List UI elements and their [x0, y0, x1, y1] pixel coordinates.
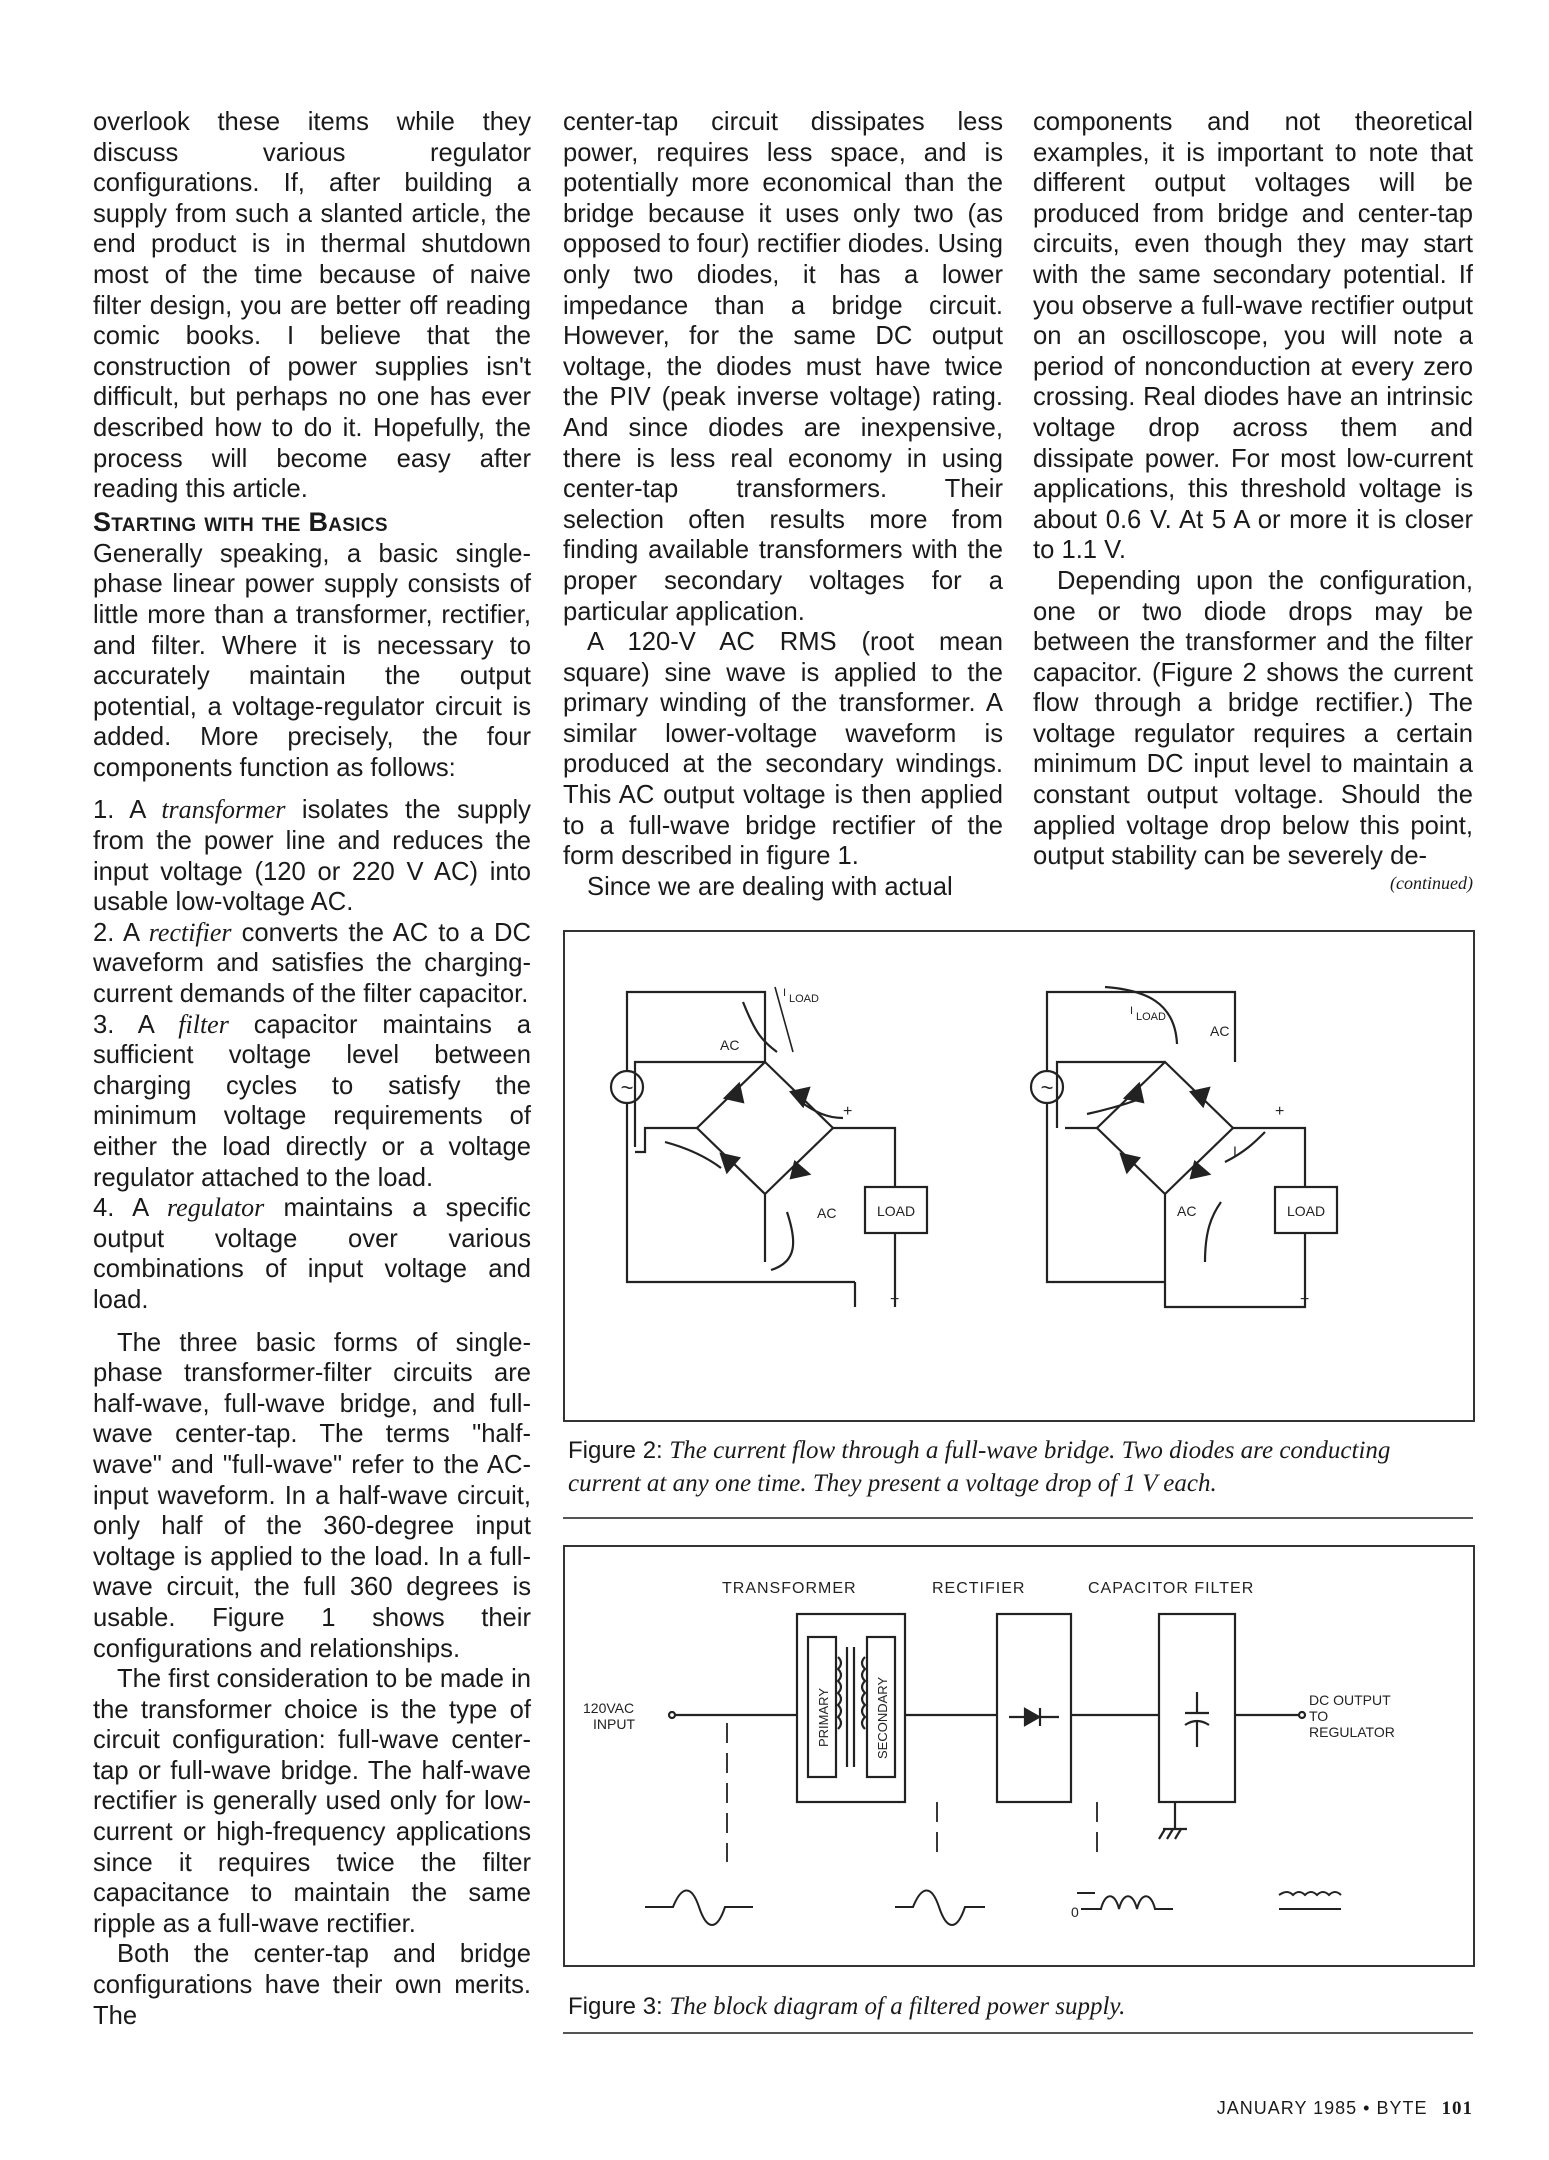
- input-terminal: [669, 1712, 675, 1718]
- rectifier-label: RECTIFIER: [932, 1580, 1026, 1597]
- bridge-circuit-right: [1031, 987, 1337, 1308]
- wire: [1233, 1128, 1305, 1187]
- input-label: 120VAC: [583, 1700, 635, 1716]
- wire: [1047, 992, 1235, 1071]
- current-arrow: [743, 1002, 777, 1052]
- issue-label: JANUARY 1985 • BYTE: [1216, 2098, 1428, 2118]
- wire: [1047, 1103, 1165, 1282]
- figure-3-diagram: [565, 1547, 1473, 1965]
- caption-label: Figure 3:: [568, 1993, 663, 2020]
- divider: [563, 1517, 1473, 1519]
- waveform-rectified: [1071, 1893, 1173, 1920]
- diode: [725, 1084, 743, 1102]
- output-label: TO: [1309, 1708, 1329, 1724]
- diode: [791, 1162, 809, 1178]
- bridge-circuit-left: [611, 987, 927, 1308]
- wire: [833, 1128, 895, 1187]
- plus-label: +: [1275, 1103, 1285, 1120]
- paragraph: Generally speaking, a basic single-phase linear power supply consists of little more than a transformer, rectifier, and filter. Where it is necessary to accurately maintain the output potential, a voltage-regulator circuit is added. More precisely, the four components function as follows:: [93, 539, 531, 782]
- paragraph: A 120-V AC RMS (root mean square) sine wave is applied to the primary winding of the transformer. A similar lower-voltage waveform is produced at the secondary windings. This AC output voltage is then applied to a full-wave bridge rectifier of the form described in figure 1.: [563, 628, 1003, 871]
- output-terminal: [1299, 1712, 1305, 1718]
- paragraph: The three basic forms of single-phase transformer-filter circuits are half-wave, full-wave bridge, and full-wave center-tap. The terms "half-wave" and "full-wave" refer to the AC-input waveform. In a half-wave circuit, only half of the 360-degree input voltage is applied to the load. In a full-wave circuit, the full 360 degrees is usable. Figure 1 shows their configurations and relationships.: [93, 1328, 531, 1663]
- diode: [1125, 1084, 1143, 1102]
- wire: [635, 1062, 765, 1147]
- page-number: 101: [1441, 2098, 1473, 2119]
- minus-label: −: [890, 1291, 900, 1308]
- current-arrow: [1205, 1202, 1221, 1262]
- current-label: I: [1233, 1143, 1237, 1159]
- transformer-block: [797, 1614, 905, 1802]
- continued-note: (continued): [1390, 872, 1473, 893]
- paragraph: Since we are dealing with actual: [587, 872, 953, 901]
- wire: [627, 1103, 855, 1282]
- current-arrow: [771, 1212, 793, 1270]
- page-footer: [1100, 2098, 1473, 2120]
- paragraph: overlook these items while they discuss various regulator configurations. If, after building a supply from such a slanted article, the end product is in thermal shutdown most of the time because of naive filter design, you are better off reading comic books. I believe that the construction of power supplies isn't difficult, but perhaps no one has ever described how to do it. Hopefully, the process will become easy after reading this article.: [93, 108, 531, 504]
- paragraph: Depending upon the configuration, one or two diode drops may be between the transformer and the filter capacitor. (Figure 2 shows the current flow through a bridge rectifier.) The voltage regulator requires a certain minimum DC input level to maintain a constant output voltage. Should the applied voltage drop below this point, output stability can be severely de-: [1033, 566, 1473, 871]
- current-symbol: I: [783, 987, 787, 999]
- current-arrow: [665, 1142, 721, 1168]
- transformer-label: TRANSFORMER: [722, 1580, 857, 1597]
- output-label: REGULATOR: [1309, 1724, 1395, 1740]
- diode: [1121, 1154, 1139, 1172]
- figure-2: [563, 930, 1475, 1422]
- list-item: 2. A rectifier converts the AC to a DC waveform and satisfies the charging-current demands of the filter capacitor.: [93, 917, 531, 1009]
- figure-3-caption: [568, 1990, 1468, 2023]
- rectifier-block: [997, 1614, 1071, 1802]
- output-label: DC OUTPUT: [1309, 1692, 1391, 1708]
- current-label: LOAD: [789, 993, 819, 1005]
- figure-3: [563, 1545, 1475, 1967]
- column-1: [93, 107, 531, 2031]
- list-item: 1. A transformer isolates the supply from the power line and reduces the input voltage (120 or 220 V AC) into usable low-voltage AC.: [93, 795, 531, 917]
- zero-label: 0: [1071, 1904, 1079, 1920]
- caption-text: The current flow through a full-wave bridge. Two diodes are conducting current at any one time. They present a voltage drop of 1 V each.: [568, 1437, 1391, 1497]
- caption-label: Figure 2:: [568, 1437, 663, 1464]
- caption-text: The block diagram of a filtered power supply.: [669, 1993, 1126, 2020]
- paragraph: center-tap circuit dissipates less power, requires less space, and is potentially more economical than the bridge because it uses only two (as opposed to four) rectifier diodes. Using only two diodes, it has a lower impedance than a bridge circuit. However, for the same DC output voltage, the diodes must have twice the PIV (peak inverse voltage) rating. And since diodes are inexpensive, there is less real economy in using center-tap transformers. Their selection often results more from finding available transformers with the proper secondary voltages for a particular application.: [563, 108, 1003, 626]
- input-label: INPUT: [593, 1716, 635, 1732]
- wire: [1057, 1062, 1165, 1128]
- load-label: LOAD: [1286, 1203, 1326, 1219]
- current-symbol: I: [1130, 1005, 1134, 1017]
- current-arrow: [1225, 1132, 1265, 1162]
- waveform-filtered: [1279, 1892, 1341, 1909]
- wire: [1165, 1233, 1305, 1307]
- section-heading: Starting with the Basics: [93, 506, 388, 537]
- list-item: 3. A filter capacitor maintains a sufficient voltage level between charging cycles to satisfy the minimum voltage requirements of either the load directly or a voltage regulator attached to the load.: [93, 1009, 531, 1192]
- capacitor-filter-label: CAPACITOR FILTER: [1088, 1580, 1255, 1597]
- ac-label: AC: [720, 1037, 740, 1053]
- bridge-diamond: [1097, 1062, 1233, 1194]
- waveform-secondary: [895, 1890, 985, 1925]
- minus-label: −: [1300, 1291, 1310, 1308]
- column-2: [563, 107, 1003, 902]
- waveform-input: [645, 1890, 753, 1925]
- plus-label: +: [843, 1103, 853, 1120]
- diode: [1191, 1162, 1209, 1178]
- paragraph: Both the center-tap and bridge configurations have their own merits. The: [93, 1940, 531, 2030]
- list-item: 4. A regulator maintains a specific output voltage over various combinations of input voltage and load.: [93, 1193, 531, 1314]
- rectifier-box: [997, 1614, 1071, 1802]
- ac-label: AC: [817, 1205, 837, 1221]
- ac-label: AC: [1210, 1023, 1230, 1039]
- current-arrow: [1087, 1100, 1137, 1114]
- figure-2-caption: [568, 1434, 1468, 1500]
- secondary-label: SECONDARY: [875, 1676, 890, 1759]
- diode-symbol: [1025, 1709, 1039, 1725]
- ac-source-symbol: ~: [1040, 1075, 1054, 1100]
- figure-2-diagram: [565, 932, 1473, 1420]
- ac-label: AC: [1177, 1203, 1197, 1219]
- column-3: [1033, 107, 1473, 894]
- capacitor-block: [1159, 1614, 1235, 1802]
- load-label: LOAD: [876, 1203, 916, 1219]
- ac-source-symbol: ~: [620, 1075, 634, 1100]
- bridge-diamond: [697, 1062, 833, 1194]
- current-label: LOAD: [1136, 1011, 1166, 1023]
- diode: [721, 1154, 739, 1172]
- paragraph: components and not theoretical examples, it is important to note that different output voltages will be produced from bridge and center-tap circuits, even though they may start with the same secondary potential. If you observe a full-wave rectifier output on an oscilloscope, you will note a period of nonconduction at every zero crossing. Real diodes have an intrinsic voltage drop across them and dissipate power. For most low-current applications, this threshold voltage is about 0.6 V. At 5 A or more it is closer to 1.1 V.: [1033, 108, 1473, 565]
- primary-label: PRIMARY: [816, 1688, 831, 1747]
- paragraph: The first consideration to be made in the transformer choice is the type of circuit configuration: full-wave center-tap or full-wave bridge. The half-wave rectifier is generally used only for low-current or high-frequency applications since it requires twice the filter capacitance to maintain the same ripple as a full-wave rectifier.: [93, 1665, 531, 1938]
- divider: [563, 2032, 1473, 2034]
